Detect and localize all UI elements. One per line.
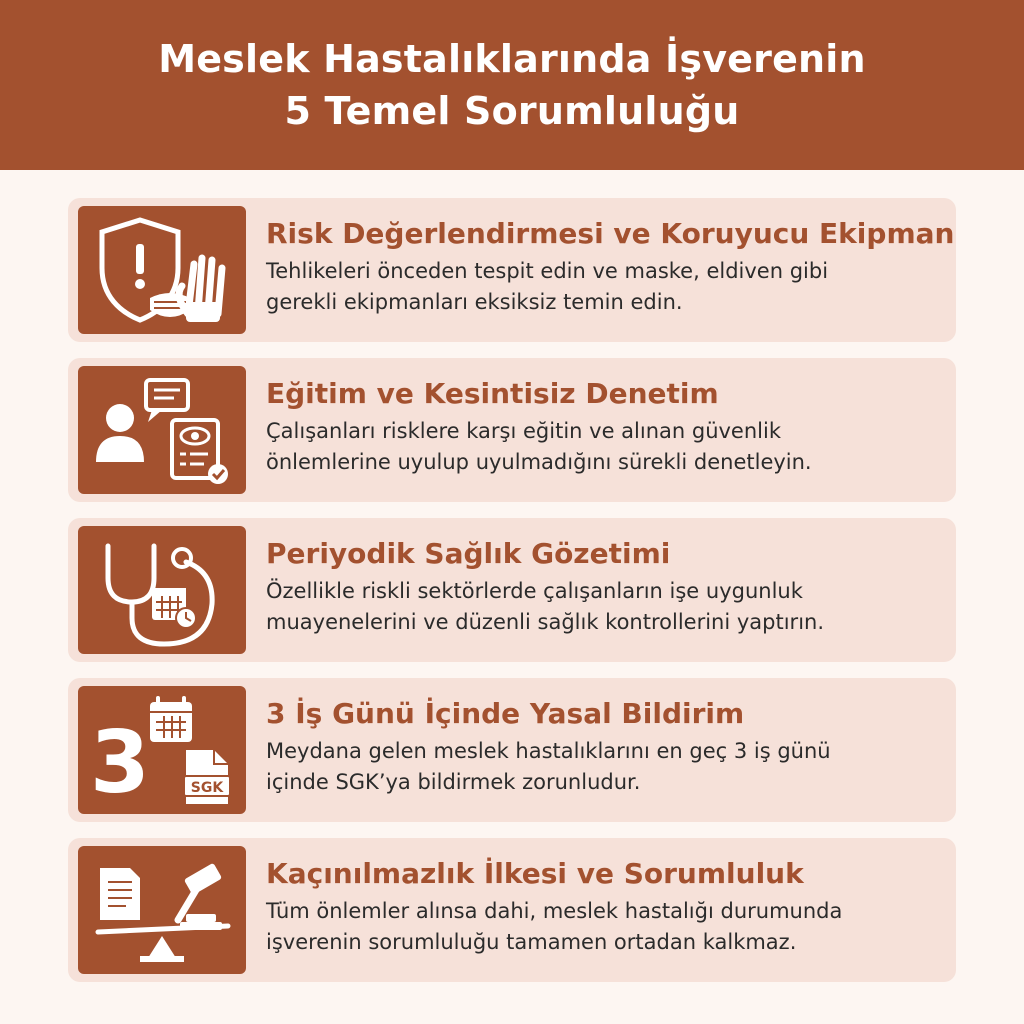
stethoscope-calendar-icon <box>78 526 246 654</box>
item-description: Özellikle riskli sektörlerde çalışanların işe uygunluk muayenelerini ve düzenli sağlık kontrollerini yaptırın. <box>266 579 825 634</box>
title-line-1: Meslek Hastalıklarında İşverenin <box>158 37 866 81</box>
item-description: Meydana gelen meslek hastalıklarını en geç 3 iş günü içinde SGK’ya bildirmek zorunludur. <box>266 739 831 794</box>
list-item-training-inspection <box>68 358 956 502</box>
item-title: 3 İş Günü İçinde Yasal Bildirim <box>266 697 745 730</box>
item-title: Kaçınılmazlık İlkesi ve Sorumluluk <box>266 857 804 890</box>
item-title: Periyodik Sağlık Gözetimi <box>266 537 671 570</box>
item-description: Tehlikeleri önceden tespit edin ve maske, eldiven gibi gerekli ekipmanları eksiksiz temin edin. <box>266 259 829 314</box>
shield-mask-gloves-icon <box>78 206 246 334</box>
training-inspection-icon <box>78 366 246 494</box>
list-item-legal-notification <box>68 678 956 822</box>
list-item-health-surveillance <box>68 518 956 662</box>
document-gavel-scale-icon <box>78 846 246 974</box>
three-day-notification-icon <box>78 686 246 814</box>
list-item-inevitability-principle <box>68 838 956 982</box>
sgk-file-label: SGK <box>190 780 224 796</box>
item-description: Tüm önlemler alınsa dahi, meslek hastalığı durumunda işverenin sorumluluğu tamamen ortadan kalkmaz. <box>266 899 843 954</box>
header-banner <box>0 0 1024 170</box>
item-title: Eğitim ve Kesintisiz Denetim <box>266 377 719 410</box>
responsibility-list <box>68 198 956 998</box>
title-line-2: 5 Temel Sorumluluğu <box>284 89 740 133</box>
list-item-risk-assessment <box>68 198 956 342</box>
page-title <box>158 33 866 137</box>
item-description: Çalışanları risklere karşı eğitin ve alınan güvenlik önlemlerine uyulup uyulmadığını sürekli denetleyin. <box>266 419 812 474</box>
item-title: Risk Değerlendirmesi ve Koruyucu Ekipman <box>266 217 955 250</box>
icon-number: 3 <box>90 713 150 813</box>
